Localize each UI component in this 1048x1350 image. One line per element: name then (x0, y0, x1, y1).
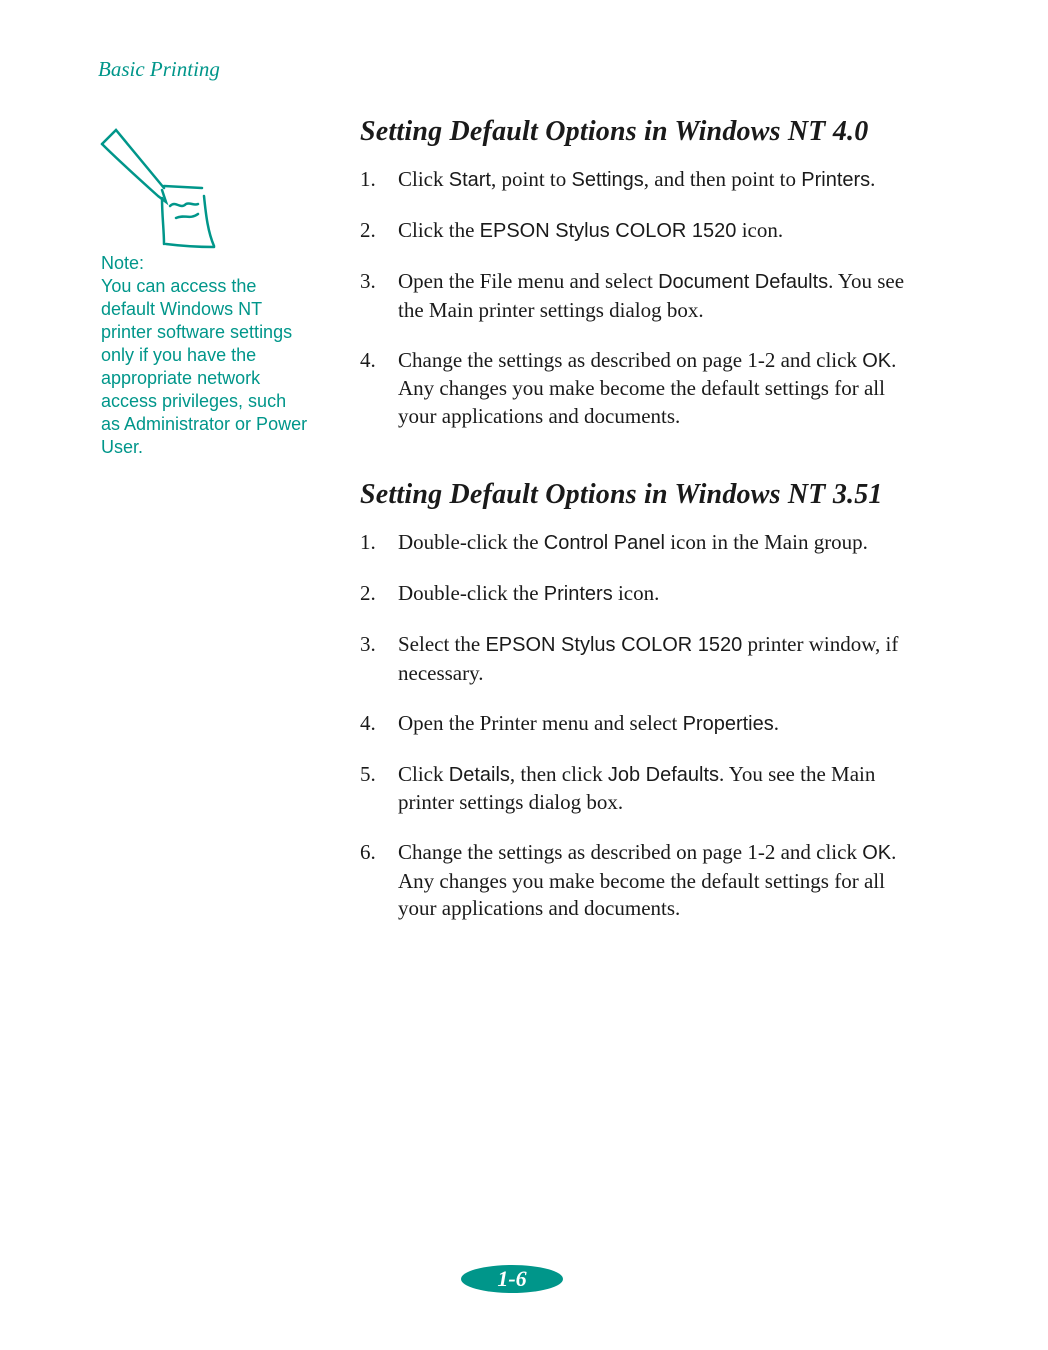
step-item (360, 347, 940, 431)
step-number: 5. (360, 761, 376, 786)
step-text (398, 347, 923, 431)
step-text (398, 268, 923, 324)
step-item (360, 166, 940, 195)
step-text (398, 710, 923, 739)
step-text (398, 529, 923, 558)
text-segment: printer window, if necessary. (398, 632, 899, 685)
step-number: 1. (360, 167, 376, 191)
step-number: 3. (360, 632, 376, 656)
running-head: Basic Printing (98, 57, 220, 81)
ui-term: EPSON Stylus COLOR 1520 (485, 634, 743, 656)
text-segment: Double-click the (398, 530, 544, 554)
step-item (360, 529, 940, 558)
note-line: as Administrator or Power (101, 414, 308, 434)
text-segment: , and then point to (643, 167, 802, 191)
ui-term: Printers (543, 583, 613, 605)
ui-term: Details (448, 763, 510, 786)
step-text (398, 166, 923, 195)
section-nt4 (360, 116, 940, 453)
note-line: only if you have the (101, 345, 257, 365)
ui-term: Start (448, 169, 491, 191)
text-segment: Click (398, 167, 449, 191)
text-segment: . (870, 167, 876, 191)
text-segment: Open the File menu and select (398, 269, 659, 293)
step-number: 2. (360, 218, 376, 242)
section-title: Setting Default Options in Windows NT 3.51 (360, 479, 883, 510)
step-item (360, 580, 940, 609)
text-segment: . (773, 710, 779, 735)
ui-term: Properties (682, 712, 774, 735)
note (101, 252, 331, 459)
text-segment: icon in the Main group. (664, 530, 868, 554)
step-number: 4. (360, 710, 376, 735)
text-segment: Double-click the (398, 581, 544, 605)
text-segment: Click (398, 761, 449, 786)
text-segment: , then click (509, 761, 608, 786)
note-line: default Windows NT (101, 299, 263, 319)
step-number: 6. (360, 840, 376, 864)
note-line: printer software settings (101, 322, 293, 342)
ui-term: Document Defaults (658, 271, 829, 293)
ui-term: OK (862, 842, 892, 864)
step-item (360, 710, 940, 739)
note-label: Note: (101, 253, 145, 273)
step-item (360, 268, 940, 324)
step-number: 3. (360, 269, 376, 293)
ui-term: Settings (571, 169, 644, 191)
step-text (398, 217, 923, 246)
text-segment: icon. (612, 581, 660, 605)
text-segment: . Any changes you make become the default settings for all your applications and documents. (398, 840, 897, 920)
steps-list (360, 529, 940, 923)
ui-term: EPSON Stylus COLOR 1520 (479, 220, 737, 242)
note-line: User. (101, 437, 144, 457)
text-segment: Open the Printer menu and select (398, 710, 683, 735)
step-number: 2. (360, 581, 376, 605)
page-number: 1-6 (461, 1265, 563, 1293)
step-text (398, 580, 923, 609)
ui-term: OK (862, 349, 892, 372)
step-text (398, 631, 923, 687)
steps-list (360, 166, 940, 430)
section-title: Setting Default Options in Windows NT 4.0 (360, 116, 869, 147)
text-segment: Change the settings as described on page 1-2 and click (398, 347, 863, 372)
ui-term: Job Defaults (607, 763, 720, 786)
note-line: access privileges, such (101, 391, 287, 411)
text-segment: Change the settings as described on page 1-2 and click (398, 840, 863, 864)
step-number: 1. (360, 530, 376, 554)
text-segment: . You see the Main printer settings dialog box. (398, 761, 876, 814)
step-text (398, 761, 923, 817)
pencil-note-icon (98, 126, 222, 252)
step-item (360, 839, 940, 923)
ui-term: Control Panel (543, 532, 665, 554)
step-item (360, 631, 940, 687)
text-segment: . Any changes you make become the default settings for all your applications and documents. (398, 347, 897, 428)
ui-term: Printers (801, 169, 871, 191)
text-segment: . You see the Main printer settings dialog box. (398, 269, 905, 322)
section-nt351 (360, 479, 940, 945)
text-segment: , point to (491, 167, 572, 191)
note-line: appropriate network (101, 368, 261, 388)
text-segment: icon. (736, 218, 784, 242)
step-item (360, 761, 940, 817)
step-text (398, 839, 923, 923)
note-line: You can access the (101, 276, 257, 296)
step-number: 4. (360, 347, 376, 372)
text-segment: Click the (398, 218, 480, 242)
text-segment: Select the (398, 632, 486, 656)
step-item (360, 217, 940, 246)
